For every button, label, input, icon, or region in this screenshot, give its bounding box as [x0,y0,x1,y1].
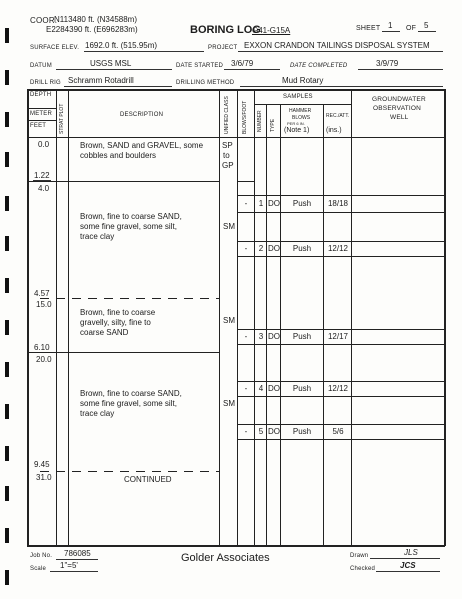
sample-number: 5 [258,427,264,436]
layer-bottom-meters: 1.22 [34,171,50,180]
sample-number: 4 [258,384,264,393]
layer-depth: 4.0 [38,184,50,193]
coor-north: N113480 ft. (N34588m) [54,15,138,24]
layer-class: SP [222,141,233,150]
drill-rig-value: Schramm Rotadrill [68,76,134,85]
sample-rec: 12/12 [327,384,349,393]
drawn-label: Drawn [350,553,369,559]
project-value: EXXON CRANDON TAILINGS DISPOSAL SYSTEM [244,41,430,50]
col-ins: (ins.) [326,127,342,134]
sample-number: 1 [258,199,264,208]
sample-blows: - [244,332,248,341]
layer-description-line: Brown, SAND and GRAVEL, some [80,141,204,150]
layer-description-line: Brown, fine to coarse SAND, [80,212,182,221]
sample-blows: - [244,384,248,393]
layer-class: SM [223,222,235,231]
continued-label: CONTINUED [124,475,172,484]
col-type: TYPE [270,118,276,132]
sheet-total: 5 [424,21,429,30]
layer-description-line: cobbles and boulders [80,151,157,160]
col-unified-class: UNIFIED CLASS [224,96,230,134]
date-completed-label: DATE COMPLETED [290,63,348,69]
surface-elev-value: 1692.0 ft. (515.95m) [85,41,158,50]
sample-hammer: Push [292,199,312,208]
binder-hole [5,28,9,43]
job-no-label: Job No. [30,553,53,559]
surface-elev-label: SURFACE ELEV. [30,45,80,51]
datum-label: DATUM [30,63,52,69]
sample-type: DO [268,199,280,208]
of-label: OF [406,25,417,32]
sample-number: 3 [258,332,264,341]
col-number: NUMBER [257,110,263,132]
col-description: DESCRIPTION [120,112,164,118]
scale-value: 1"=5' [60,561,78,570]
checked-label: Checked [350,566,376,572]
layer-class: SM [223,316,235,325]
col-groundwater-3: WELL [390,114,409,121]
sample-hammer: Push [292,332,312,341]
sample-type: DO [268,244,280,253]
binder-hole [5,70,9,85]
layer-class: GP [222,161,234,170]
date-started-value: 3/6/79 [231,59,254,68]
sample-hammer: Push [292,427,312,436]
sample-blows: - [244,427,248,436]
layer-depth: 20.0 [36,355,52,364]
sample-type: DO [268,384,280,393]
layer-class: SM [223,399,235,408]
col-hammer-2: BLOWS [292,115,311,121]
company-name: Golder Associates [181,552,270,564]
sample-hammer: Push [292,384,312,393]
col-groundwater-2: OBSERVATION [373,105,422,112]
binder-hole [5,278,9,293]
layer-description-line: gravelly, silty, fine to [80,318,151,327]
sample-rec: 12/17 [327,332,349,341]
col-rec-att: REC./ATT. [326,113,350,119]
layer-description-line: Brown, fine to coarse [80,308,156,317]
binder-hole [5,152,9,167]
drilling-method-label: DRILLING METHOD [176,80,235,86]
sample-number: 2 [258,244,264,253]
layer-bottom-meters: 6.10 [34,343,50,352]
layer-description-line: some fine gravel, some silt, [80,222,177,231]
sample-rec: 18/18 [327,199,349,208]
drilling-method-value: Mud Rotary [282,76,324,85]
drawn-initials: JLS [404,548,418,557]
col-strat-plot: STRAT PLOT [59,103,65,134]
sheet-label: SHEET [356,25,381,32]
project-label: PROJECT [208,45,238,51]
col-meter: METER [30,111,52,117]
boring-id: G41-G15A [252,26,291,35]
layer-depth: 0.0 [38,140,50,149]
col-groundwater-1: GROUNDWATER [372,96,426,103]
binder-hole [5,196,9,211]
binder-hole [5,528,9,543]
scale-label: Scale [30,566,47,572]
sample-blows: - [244,199,248,208]
date-completed-value: 3/9/79 [376,59,399,68]
binder-hole [5,362,9,377]
binder-hole [5,320,9,335]
datum-value: USGS MSL [90,59,132,68]
drill-rig-label: DRILL RIG [30,80,61,86]
sample-type: DO [268,427,280,436]
layer-description-line: some fine gravel, some silt, [80,399,177,408]
layer-description-line: trace clay [80,232,115,241]
coor-east: E2284390 ft. (E696283m) [46,25,138,34]
layer-depth: 15.0 [36,300,52,309]
sample-blows: - [244,244,248,253]
col-blows-per-foot: BLOWS/FOOT [242,100,248,134]
job-no-value: 786085 [64,549,91,558]
col-samples: SAMPLES [283,94,313,100]
binder-hole [5,112,9,127]
col-hammer-3: PER 6 IN. [287,121,305,126]
coor-label: COOR. [30,16,58,25]
layer-bottom-meters: 4.57 [34,289,50,298]
col-note: (Note 1) [284,127,310,134]
col-hammer-1: HAMMER [289,108,312,114]
binder-hole [5,404,9,419]
sample-rec: 5/6 [332,427,344,436]
col-depth: DEPTH [30,92,52,98]
sample-type: DO [268,332,280,341]
checked-initials: JCS [400,561,416,570]
sample-hammer: Push [292,244,312,253]
layer-description-line: Brown, fine to coarse SAND, [80,389,182,398]
col-feet: FEET [30,123,47,129]
binder-hole [5,570,9,585]
layer-class: to [223,151,230,160]
binder-hole [5,236,9,251]
sheet-number: 1 [388,21,393,30]
sample-rec: 12/12 [327,244,349,253]
log-title: BORING LOG [190,24,261,36]
layer-depth: 31.0 [36,473,52,482]
layer-description-line: trace clay [80,409,115,418]
binder-hole [5,486,9,501]
binder-hole [5,446,9,461]
layer-bottom-meters: 9.45 [34,460,50,469]
layer-description-line: coarse SAND [80,328,129,337]
date-started-label: DATE STARTED [176,63,224,69]
